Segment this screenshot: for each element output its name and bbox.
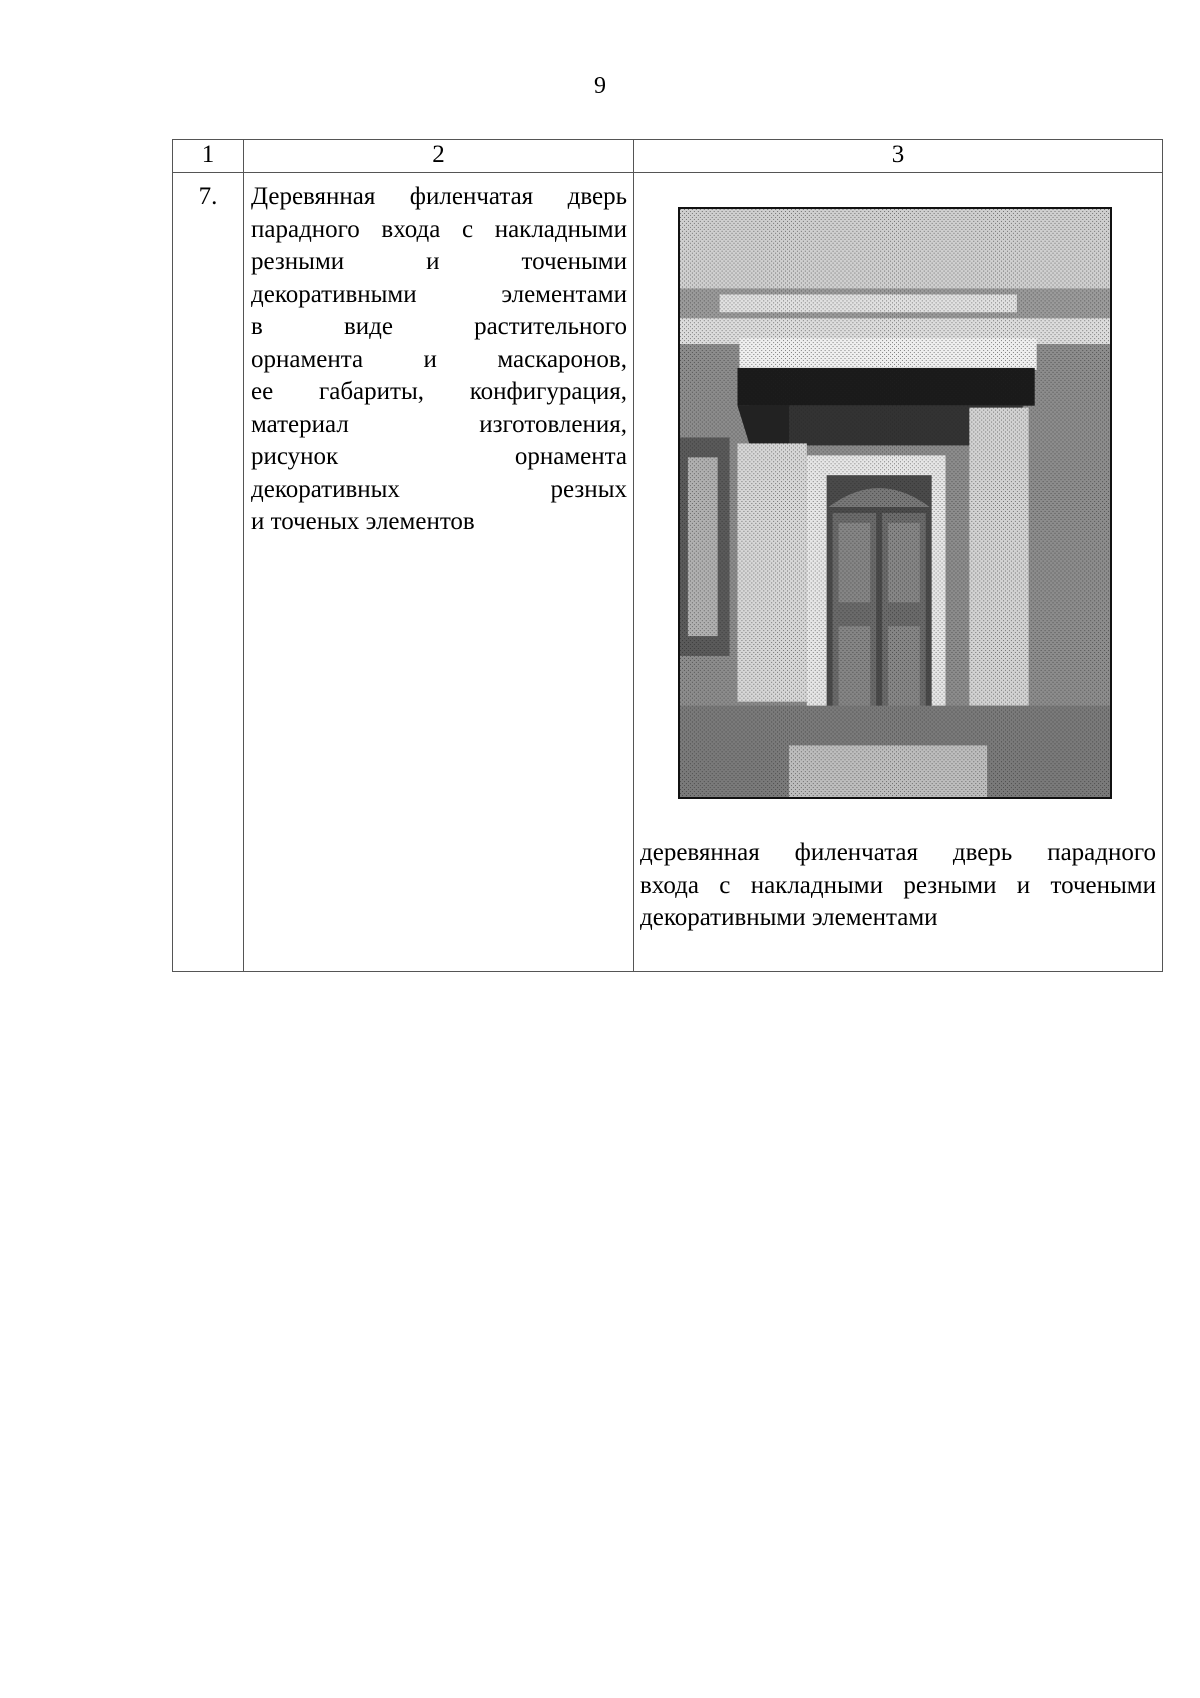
header-col-1: 1 — [173, 140, 244, 173]
row-description — [244, 173, 634, 972]
header-col-3: 3 — [634, 140, 1163, 173]
page-number: 9 — [594, 73, 606, 99]
caption-line: деревянная филенчатая дверь парадного — [640, 839, 1156, 866]
description-line: парадного входа с накладными — [251, 215, 627, 243]
description-line: декоративными элементами — [251, 280, 627, 308]
description-line: рисунок орнамента — [251, 443, 627, 470]
description-line: материал изготовления, — [251, 410, 627, 438]
row-image-cell — [634, 173, 1163, 972]
caption-line: декоративными элементами — [640, 904, 938, 931]
photo-caption — [640, 837, 1156, 935]
description-line: в виде растительного — [251, 313, 627, 340]
description-line: резными и точеными — [251, 248, 627, 275]
description-line: Деревянная филенчатая дверь — [251, 183, 627, 210]
table-header-row — [173, 140, 1163, 173]
doorway-photo-icon — [680, 209, 1110, 797]
header-col-2: 2 — [244, 140, 634, 173]
description-line: орнамента и маскаронов, — [251, 345, 627, 373]
table-row — [173, 173, 1163, 972]
caption-line: входа с накладными резными и точеными — [640, 871, 1156, 899]
description-line: ее габариты, конфигурация, — [251, 378, 627, 405]
description-line: и точеных элементов — [251, 508, 475, 535]
doorway-photo — [678, 207, 1112, 799]
description-line: декоративных резных — [251, 475, 627, 503]
document-table — [172, 139, 1163, 972]
row-number: 7. — [173, 173, 244, 972]
